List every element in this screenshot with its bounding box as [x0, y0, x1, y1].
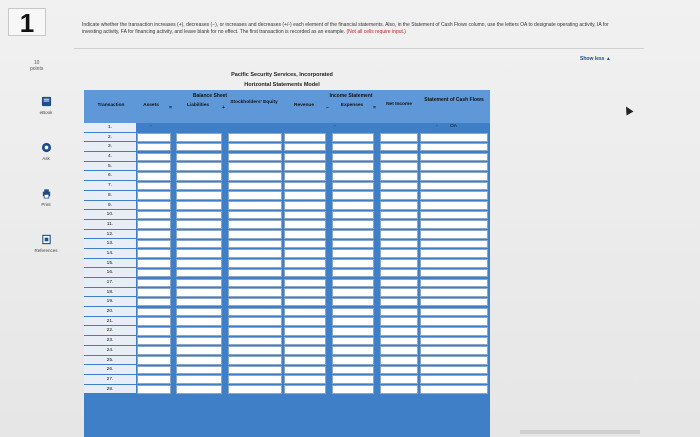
ask-icon — [41, 142, 52, 153]
revenue-input[interactable] — [284, 191, 326, 200]
example-cash-flows: OA — [450, 124, 457, 129]
net-income-input[interactable] — [380, 230, 418, 239]
book-icon — [41, 96, 52, 107]
expenses-input[interactable] — [332, 162, 374, 171]
revenue-input[interactable] — [284, 337, 326, 346]
expenses-input[interactable] — [332, 337, 374, 346]
revenue-input[interactable] — [284, 230, 326, 239]
net-income-input[interactable] — [380, 317, 418, 326]
liabilities-input[interactable] — [176, 288, 222, 297]
liabilities-input[interactable] — [176, 172, 222, 181]
revenue-input[interactable] — [284, 279, 326, 288]
table-row — [84, 288, 490, 298]
revenue-input[interactable] — [284, 288, 326, 297]
equity-input[interactable] — [228, 288, 282, 297]
row-number: 24. — [84, 346, 136, 356]
col-expenses: Expenses — [340, 103, 364, 108]
liabilities-input[interactable] — [176, 346, 222, 355]
revenue-input[interactable] — [284, 162, 326, 171]
cash-flows-input[interactable] — [420, 288, 488, 297]
liabilities-input[interactable] — [176, 191, 222, 200]
table-row — [84, 317, 490, 327]
expenses-input[interactable] — [332, 356, 374, 365]
expenses-input[interactable] — [332, 259, 374, 268]
minus-sign: − — [326, 105, 329, 111]
net-income-input[interactable] — [380, 211, 418, 220]
assets-input[interactable] — [137, 133, 171, 142]
assets-input[interactable] — [137, 317, 171, 326]
assets-input[interactable] — [137, 298, 171, 307]
liabilities-input[interactable] — [176, 317, 222, 326]
table-row — [84, 297, 490, 307]
row-number: 22. — [84, 326, 136, 336]
row-number: 7. — [84, 181, 136, 191]
instructions-text: Indicate whether the transaction increases (+), decreases (−), or increases and decreases (+/-) each element of the financial statements. Also, in the Statement of Cash Flows column, use the letters OA to designate operating activity, IA for investing activity, FA for financing activity, and leave blank for no effect. The first transaction is recorded as an example. — [82, 22, 609, 35]
row-number: 17. — [84, 278, 136, 288]
equity-input[interactable] — [228, 182, 282, 191]
liabilities-input[interactable] — [176, 153, 222, 162]
cash-flows-input[interactable] — [420, 201, 488, 210]
table-row — [84, 259, 490, 269]
instructions-note: (Not all cells require input.) — [346, 28, 406, 35]
cash-flows-input[interactable] — [420, 211, 488, 220]
scroll-indicator[interactable] — [520, 430, 640, 434]
revenue-input[interactable] — [284, 385, 326, 394]
net-income-input[interactable] — [380, 327, 418, 336]
net-income-input[interactable] — [380, 298, 418, 307]
expenses-input[interactable] — [332, 182, 374, 191]
liabilities-input[interactable] — [176, 133, 222, 142]
table-body — [84, 123, 490, 394]
liabilities-input[interactable] — [176, 230, 222, 239]
question-number: 1 — [8, 8, 46, 36]
table-row — [84, 346, 490, 356]
equity-input[interactable] — [228, 191, 282, 200]
table-row — [84, 307, 490, 317]
assets-input[interactable] — [137, 308, 171, 317]
table-row — [84, 133, 490, 143]
revenue-input[interactable] — [284, 308, 326, 317]
liabilities-input[interactable] — [176, 259, 222, 268]
cash-flows-input[interactable] — [420, 182, 488, 191]
cash-flows-input[interactable] — [420, 240, 488, 249]
assets-input[interactable] — [137, 346, 171, 355]
expenses-input[interactable] — [332, 133, 374, 142]
row-number: 9. — [84, 201, 136, 211]
expenses-input[interactable] — [332, 375, 374, 384]
col-net-income: Net Income — [386, 102, 412, 107]
revenue-input[interactable] — [284, 143, 326, 152]
cash-flows-input[interactable] — [420, 172, 488, 181]
table-row — [84, 201, 490, 211]
revenue-input[interactable] — [284, 317, 326, 326]
liabilities-input[interactable] — [176, 143, 222, 152]
liabilities-input[interactable] — [176, 356, 222, 365]
equity-input[interactable] — [228, 269, 282, 278]
row-number: 27. — [84, 375, 136, 385]
cash-flows-input[interactable] — [420, 356, 488, 365]
net-income-input[interactable] — [380, 240, 418, 249]
plus-sign: + — [222, 105, 225, 111]
table-row — [84, 162, 490, 172]
table-row — [84, 239, 490, 249]
cash-flows-input[interactable] — [420, 269, 488, 278]
group-cash-flows: Statement of Cash Flows — [424, 97, 484, 103]
equity-input[interactable] — [228, 201, 282, 210]
net-income-input[interactable] — [380, 308, 418, 317]
table-row — [84, 249, 490, 259]
sidebar-item-label: Ask — [42, 156, 50, 161]
equity-input[interactable] — [228, 298, 282, 307]
revenue-input[interactable] — [284, 172, 326, 181]
points-label: points — [30, 66, 44, 72]
assets-input[interactable] — [137, 230, 171, 239]
example-net-income: - — [436, 124, 438, 129]
equity-input[interactable] — [228, 366, 282, 375]
sidebar-item-label: Print — [41, 202, 51, 207]
points-value: 10 — [33, 60, 40, 66]
cash-flows-input[interactable] — [420, 249, 488, 258]
assets-input[interactable] — [137, 220, 171, 229]
row-number: 20. — [84, 307, 136, 317]
assets-input[interactable] — [137, 249, 171, 258]
table-row — [84, 152, 490, 162]
row-number: 13. — [84, 239, 136, 249]
assets-input[interactable] — [137, 259, 171, 268]
cash-flows-input[interactable] — [420, 153, 488, 162]
equity-input[interactable] — [228, 375, 282, 384]
equity-input[interactable] — [228, 240, 282, 249]
sidebar-item-ask[interactable] — [28, 142, 64, 188]
net-income-input[interactable] — [380, 249, 418, 258]
assets-input[interactable] — [137, 143, 171, 152]
liabilities-input[interactable] — [176, 162, 222, 171]
revenue-input[interactable] — [284, 298, 326, 307]
table-row — [84, 142, 490, 152]
equity-input[interactable] — [228, 133, 282, 142]
net-income-input[interactable] — [380, 366, 418, 375]
net-income-input[interactable] — [380, 279, 418, 288]
net-income-input[interactable] — [380, 288, 418, 297]
expenses-input[interactable] — [332, 385, 374, 394]
table-row — [84, 191, 490, 201]
equity-input[interactable] — [228, 346, 282, 355]
expenses-input[interactable] — [332, 172, 374, 181]
net-income-input[interactable] — [380, 269, 418, 278]
cash-flows-input[interactable] — [420, 230, 488, 239]
row-number: 3. — [84, 142, 136, 152]
liabilities-input[interactable] — [176, 366, 222, 375]
equity-input[interactable] — [228, 249, 282, 258]
row-number: 21. — [84, 317, 136, 327]
net-income-input[interactable] — [380, 143, 418, 152]
sidebar-item-print[interactable] — [28, 188, 64, 234]
net-income-input[interactable] — [380, 259, 418, 268]
sidebar — [28, 96, 64, 280]
liabilities-input[interactable] — [176, 269, 222, 278]
sidebar-item-label: eBook — [39, 110, 53, 115]
assets-input[interactable] — [137, 279, 171, 288]
table-row — [84, 171, 490, 181]
references-icon — [41, 234, 52, 245]
table-row — [84, 326, 490, 336]
revenue-input[interactable] — [284, 269, 326, 278]
model-title: Horizontal Statements Model — [244, 82, 320, 88]
equity-input[interactable] — [228, 259, 282, 268]
revenue-input[interactable] — [284, 133, 326, 142]
cash-flows-input[interactable] — [420, 133, 488, 142]
row-number: 28. — [84, 385, 136, 395]
cash-flows-input[interactable] — [420, 308, 488, 317]
expenses-input[interactable] — [332, 298, 374, 307]
revenue-input[interactable] — [284, 182, 326, 191]
liabilities-input[interactable] — [176, 249, 222, 258]
equity-input[interactable] — [228, 308, 282, 317]
sidebar-item-ebook[interactable] — [28, 96, 64, 142]
row-number: 26. — [84, 365, 136, 375]
row-number: 23. — [84, 336, 136, 346]
table-row — [84, 181, 490, 191]
revenue-input[interactable] — [284, 240, 326, 249]
table-row — [84, 375, 490, 385]
expenses-input[interactable] — [332, 317, 374, 326]
expenses-input[interactable] — [332, 249, 374, 258]
expenses-input[interactable] — [332, 327, 374, 336]
table-row — [84, 230, 490, 240]
revenue-input[interactable] — [284, 211, 326, 220]
cash-flows-input[interactable] — [420, 143, 488, 152]
expenses-input[interactable] — [332, 153, 374, 162]
equity-input[interactable] — [228, 211, 282, 220]
liabilities-input[interactable] — [176, 201, 222, 210]
expenses-input[interactable] — [332, 288, 374, 297]
group-income-statement: Income Statement — [329, 93, 373, 99]
col-transaction: Transaction — [97, 103, 125, 108]
revenue-input[interactable] — [284, 153, 326, 162]
net-income-input[interactable] — [380, 182, 418, 191]
expenses-input[interactable] — [332, 308, 374, 317]
cash-flows-input[interactable] — [420, 337, 488, 346]
table-row — [84, 278, 490, 288]
table-row-example — [84, 123, 490, 133]
assets-input[interactable] — [137, 337, 171, 346]
col-equity: Stockholders' Equity — [230, 100, 278, 105]
row-number: 14. — [84, 249, 136, 259]
cash-flows-input[interactable] — [420, 259, 488, 268]
row-number: 5. — [84, 162, 136, 172]
expenses-input[interactable] — [332, 230, 374, 239]
equity-input[interactable] — [228, 220, 282, 229]
cash-flows-input[interactable] — [420, 375, 488, 384]
example-equity: - — [334, 124, 336, 129]
cash-flows-input[interactable] — [420, 162, 488, 171]
net-income-input[interactable] — [380, 133, 418, 142]
cash-flows-input[interactable] — [420, 366, 488, 375]
liabilities-input[interactable] — [176, 308, 222, 317]
row-number: 11. — [84, 220, 136, 230]
net-income-input[interactable] — [380, 346, 418, 355]
row-number: 15. — [84, 259, 136, 269]
expenses-input[interactable] — [332, 366, 374, 375]
sidebar-item-label: References — [34, 248, 58, 253]
liabilities-input[interactable] — [176, 375, 222, 384]
row-number: 19. — [84, 297, 136, 307]
net-income-input[interactable] — [380, 172, 418, 181]
assets-input[interactable] — [137, 327, 171, 336]
row-number: 1. — [84, 123, 136, 133]
equity-input[interactable] — [228, 356, 282, 365]
net-income-input[interactable] — [380, 220, 418, 229]
liabilities-input[interactable] — [176, 337, 222, 346]
equity-input[interactable] — [228, 337, 282, 346]
net-income-input[interactable] — [380, 385, 418, 394]
row-number: 18. — [84, 288, 136, 298]
revenue-input[interactable] — [284, 346, 326, 355]
col-liabilities: Liabilities — [186, 103, 210, 108]
equity-input[interactable] — [228, 279, 282, 288]
revenue-input[interactable] — [284, 356, 326, 365]
row-number: 6. — [84, 171, 136, 181]
points-box — [30, 60, 43, 72]
assets-input[interactable] — [137, 182, 171, 191]
sidebar-item-references[interactable] — [28, 234, 64, 280]
assets-input[interactable] — [137, 172, 171, 181]
assets-input[interactable] — [137, 191, 171, 200]
net-income-input[interactable] — [380, 191, 418, 200]
net-income-input[interactable] — [380, 375, 418, 384]
revenue-input[interactable] — [284, 327, 326, 336]
cash-flows-input[interactable] — [420, 298, 488, 307]
row-number: 4. — [84, 152, 136, 162]
row-number: 2. — [84, 133, 136, 143]
instructions — [82, 22, 617, 35]
assets-input[interactable] — [137, 288, 171, 297]
cash-flows-input[interactable] — [420, 385, 488, 394]
liabilities-input[interactable] — [176, 385, 222, 394]
revenue-input[interactable] — [284, 249, 326, 258]
input-rows — [84, 133, 490, 395]
example-assets: - — [150, 124, 152, 129]
company-title: Pacific Security Services, Incorporated — [231, 72, 333, 78]
expenses-input[interactable] — [332, 143, 374, 152]
mouse-cursor — [623, 105, 634, 116]
liabilities-input[interactable] — [176, 182, 222, 191]
col-assets: Assets — [143, 103, 159, 108]
cash-flows-input[interactable] — [420, 279, 488, 288]
table-row — [84, 210, 490, 220]
expenses-input[interactable] — [332, 240, 374, 249]
net-income-input[interactable] — [380, 153, 418, 162]
cash-flows-input[interactable] — [420, 327, 488, 336]
table-row — [84, 220, 490, 230]
assets-input[interactable] — [137, 375, 171, 384]
net-income-input[interactable] — [380, 356, 418, 365]
equals-sign-2: = — [373, 105, 376, 111]
revenue-input[interactable] — [284, 201, 326, 210]
equity-input[interactable] — [228, 230, 282, 239]
cash-flows-input[interactable] — [420, 317, 488, 326]
header-divider — [74, 48, 644, 49]
equity-input[interactable] — [228, 172, 282, 181]
liabilities-input[interactable] — [176, 211, 222, 220]
assets-input[interactable] — [137, 366, 171, 375]
liabilities-input[interactable] — [176, 220, 222, 229]
row-number: 16. — [84, 268, 136, 278]
cash-flows-input[interactable] — [420, 346, 488, 355]
equity-input[interactable] — [228, 317, 282, 326]
liabilities-input[interactable] — [176, 327, 222, 336]
table-row — [84, 385, 490, 395]
print-icon — [41, 188, 52, 199]
net-income-input[interactable] — [380, 337, 418, 346]
expenses-input[interactable] — [332, 346, 374, 355]
equity-input[interactable] — [228, 162, 282, 171]
liabilities-input[interactable] — [176, 279, 222, 288]
col-revenue: Revenue — [294, 103, 314, 108]
table-row — [84, 365, 490, 375]
liabilities-input[interactable] — [176, 240, 222, 249]
row-number: 10. — [84, 210, 136, 220]
net-income-input[interactable] — [380, 162, 418, 171]
assets-input[interactable] — [137, 269, 171, 278]
row-number: 12. — [84, 230, 136, 240]
equals-sign: = — [169, 105, 172, 111]
assets-input[interactable] — [137, 201, 171, 210]
revenue-input[interactable] — [284, 220, 326, 229]
assets-input[interactable] — [137, 356, 171, 365]
row-number: 25. — [84, 356, 136, 366]
table-row — [84, 268, 490, 278]
group-balance-sheet: Balance Sheet — [192, 93, 228, 99]
revenue-input[interactable] — [284, 259, 326, 268]
assets-input[interactable] — [137, 162, 171, 171]
assets-input[interactable] — [137, 211, 171, 220]
equity-input[interactable] — [228, 327, 282, 336]
table-row — [84, 356, 490, 366]
row-number: 8. — [84, 191, 136, 201]
expenses-input[interactable] — [332, 191, 374, 200]
equity-input[interactable] — [228, 385, 282, 394]
expenses-input[interactable] — [332, 220, 374, 229]
liabilities-input[interactable] — [176, 298, 222, 307]
cash-flows-input[interactable] — [420, 220, 488, 229]
expenses-input[interactable] — [332, 269, 374, 278]
show-less-link[interactable]: Show less ▲ — [580, 56, 611, 62]
assets-input[interactable] — [137, 153, 171, 162]
revenue-input[interactable] — [284, 375, 326, 384]
expenses-input[interactable] — [332, 279, 374, 288]
assets-input[interactable] — [137, 240, 171, 249]
expenses-input[interactable] — [332, 211, 374, 220]
equity-input[interactable] — [228, 143, 282, 152]
revenue-input[interactable] — [284, 366, 326, 375]
net-income-input[interactable] — [380, 201, 418, 210]
expenses-input[interactable] — [332, 201, 374, 210]
equity-input[interactable] — [228, 153, 282, 162]
cash-flows-input[interactable] — [420, 191, 488, 200]
assets-input[interactable] — [137, 385, 171, 394]
table-row — [84, 336, 490, 346]
